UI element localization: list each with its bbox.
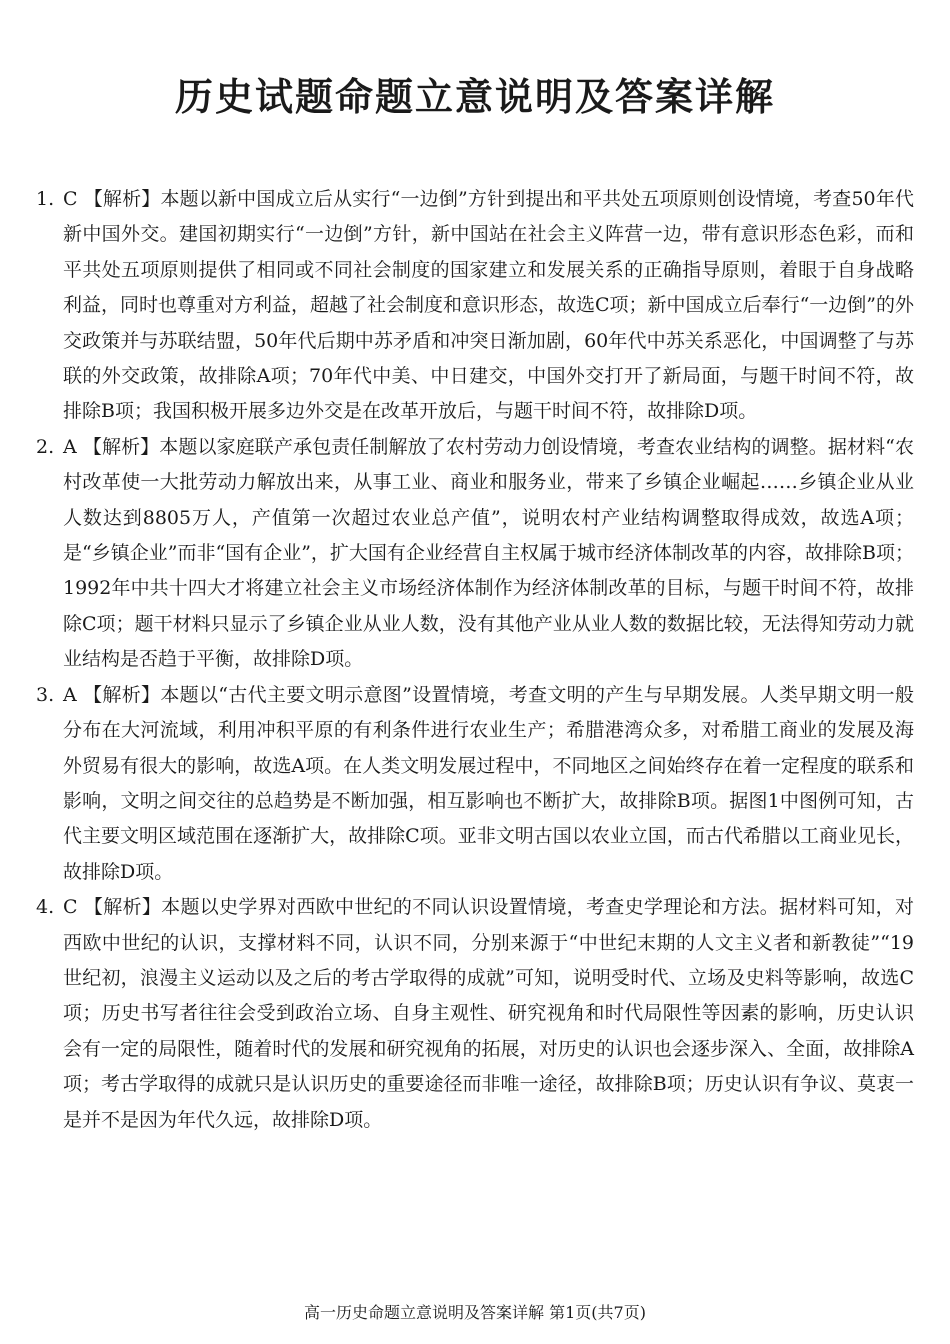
item-text: A 【解析】本题以家庭联产承包责任制解放了农村劳动力创设情境，考查农业结构的调整。据材料“农村改革使一大批劳动力解放出来，从事工业、商业和服务业，带来了乡镇企业崛起……乡镇企业从业人数达到8805万人，产值第一次超过农业总产值”，说明农村产业结构调整取得成效，故选A项；是“乡镇企业”而非“国有企业”，扩大国有企业经营自主权属于城市经济体制改革的内容，故排除B项；1992年中共十四大才将建立社会主义市场经济体制作为经济体制改革的目标，与题干时间不符，故排除C项；题干材料只显示了乡镇企业从业人数，没有其他产业从业人数的数据比较，无法得知劳动力就业结构是否趋于平衡，故排除D项。 bbox=[63, 435, 914, 671]
item-number: 2. bbox=[36, 435, 55, 458]
page-footer: 高一历史命题立意说明及答案详解 第1页(共7页) bbox=[304, 1303, 646, 1322]
answer-item-4 bbox=[36, 890, 914, 1138]
answer-item-1 bbox=[36, 182, 914, 430]
item-text: C 【解析】本题以新中国成立后从实行“一边倒”方针到提出和平共处五项原则创设情境，考查50年代新中国外交。建国初期实行“一边倒”方针，新中国站在社会主义阵营一边，带有意识形态色彩，而和平共处五项原则提供了相同或不同社会制度的国家建立和发展关系的正确指导原则，着眼于自身战略利益，同时也尊重对方利益，超越了社会制度和意识形态，故选C项；新中国成立后奉行“一边倒”的外交政策并与苏联结盟，50年代后期中苏矛盾和冲突日渐加剧，60年代中苏关系恶化，中国调整了与苏联的外交政策，故排除A项；70年代中美、中日建交，中国外交打开了新局面，与题干时间不符，故排除B项；我国积极开展多边外交是在改革开放后，与题干时间不符，故排除D项。 bbox=[63, 188, 914, 423]
item-number: 1. bbox=[36, 188, 55, 210]
item-number: 3. bbox=[36, 683, 55, 706]
answer-list bbox=[36, 182, 914, 1138]
answer-item-2 bbox=[36, 430, 914, 678]
item-text: A 【解析】本题以“古代主要文明示意图”设置情境，考查文明的产生与早期发展。人类早期文明一般分布在大河流域，利用冲积平原的有利条件进行农业生产；希腊港湾众多，对希腊工商业的发展及海外贸易有很大的影响，故选A项。在人类文明发展过程中，不同地区之间始终存在着一定程度的联系和影响，文明之间交往的总趋势是不断加强，相互影响也不断扩大，故排除B项。据图1中图例可知，古代主要文明区域范围在逐渐扩大，故排除C项。亚非文明古国以农业立国，而古代希腊以工商业见长，故排除D项。 bbox=[63, 683, 914, 883]
page-title: 历史试题命题立意说明及答案详解 bbox=[174, 75, 775, 119]
item-text: C 【解析】本题以史学界对西欧中世纪的不同认识设置情境，考查史学理论和方法。据材料可知，对西欧中世纪的认识，支撑材料不同，认识不同，分别来源于“中世纪末期的人文主义者和新教徒”“19世纪初，浪漫主义运动以及之后的考古学取得的成就”可知，说明受时代、立场及史料等影响，故选C项；历史书写者往往会受到政治立场、自身主观性、研究视角和时代局限性等因素的影响，历史认识会有一定的局限性，随着时代的发展和研究视角的拓展，对历史的认识也会逐步深入、全面，故排除A项；考古学取得的成就只是认识历史的重要途径而非唯一途径，故排除B项；历史认识有争议、莫衷一是并不是因为年代久远，故排除D项。 bbox=[63, 896, 914, 1131]
answer-item-3 bbox=[36, 678, 914, 890]
item-number: 4. bbox=[36, 896, 55, 919]
